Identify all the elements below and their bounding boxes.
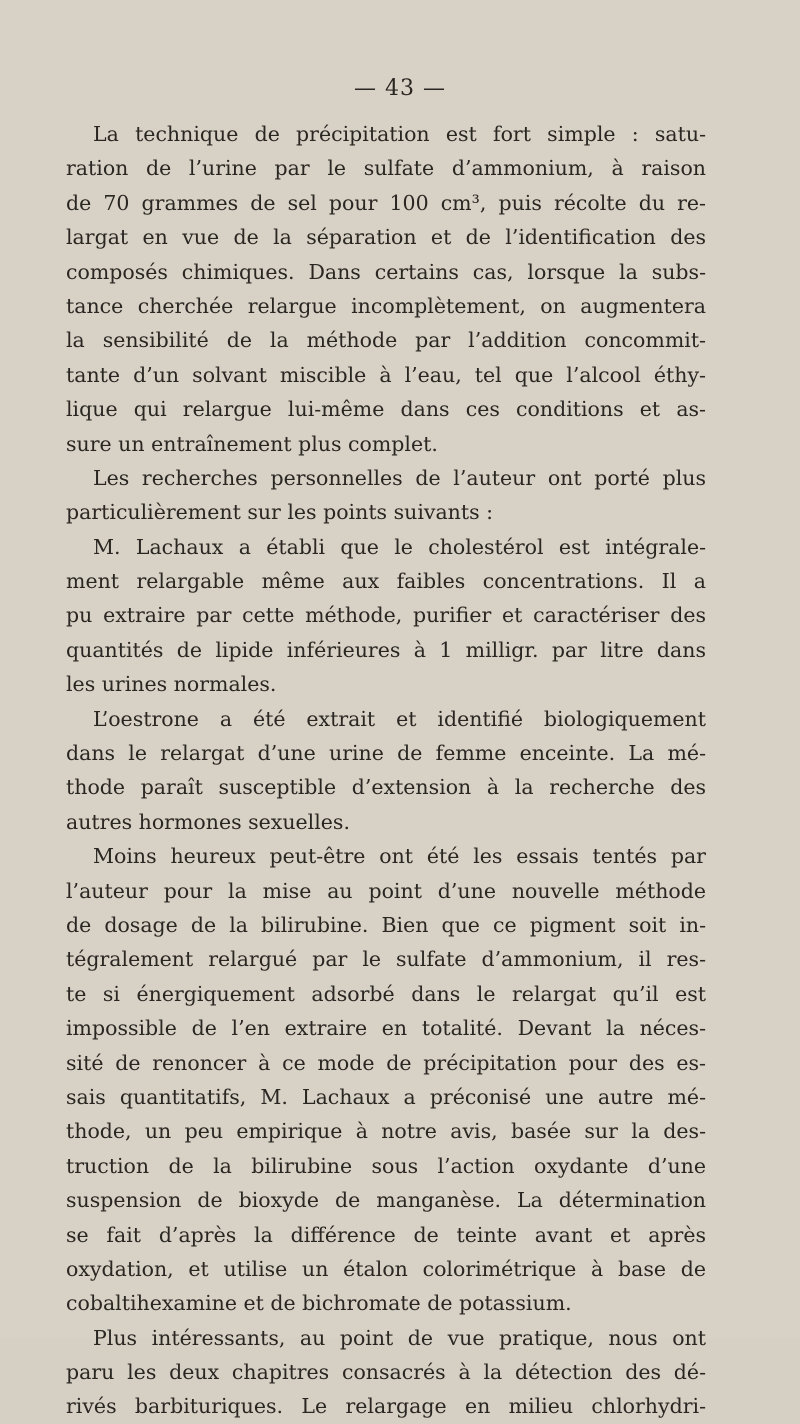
text-line: L’oestrone a été extrait et identifié biologiquement <box>93 706 706 731</box>
text-line: M. Lachaux a établi que le cholestérol est intégrale- <box>93 534 706 559</box>
text-line: Les recherches personnelles de l’auteur ont porté plus <box>93 465 706 490</box>
text-line: autres hormones sexuelles. <box>66 809 350 834</box>
text-line: tance cherchée relargue incomplètement, on augmentera <box>66 293 706 318</box>
text-line: cobaltihexamine et de bichromate de potassium. <box>66 1291 572 1316</box>
text-line: tégralement relargué par le sulfate d’ammonium, il res- <box>66 947 706 972</box>
text-line: quantités de lipide inférieures à 1 milligr. par litre dans <box>66 637 706 662</box>
page-number: — 43 — <box>354 76 446 101</box>
text-line: La technique de précipitation est fort simple : satu- <box>93 122 706 146</box>
text-line: sais quantitatifs, M. Lachaux a préconisé une autre mé- <box>66 1084 706 1109</box>
text-line: particulièrement sur les points suivants : <box>66 500 494 525</box>
text-line: de dosage de la bilirubine. Bien que ce pigment soit in- <box>66 912 706 937</box>
text-line: te si énergiquement adsorbé dans le relargat qu’il est <box>66 981 706 1006</box>
text-line: truction de la bilirubine sous l’action oxydante d’une <box>66 1153 706 1178</box>
text-line: la sensibilité de la méthode par l’addition concommit- <box>66 328 706 353</box>
body-text <box>66 117 706 1424</box>
text-line: de 70 grammes de sel pour 100 cm³, puis récolte du re- <box>66 190 706 215</box>
text-line: sité de renoncer à ce mode de précipitation pour des es- <box>66 1050 706 1075</box>
text-line: paru les deux chapitres consacrés à la détection des dé- <box>66 1360 706 1385</box>
text-line: pu extraire par cette méthode, purifier et caractériser des <box>66 603 706 628</box>
text-line: ration de l’urine par le sulfate d’ammonium, à raison <box>66 156 706 181</box>
text-line: lique qui relargue lui-même dans ces conditions et as- <box>66 397 706 422</box>
text-line: rivés barbituriques. Le relargage en milieu chlorhydri- <box>66 1394 706 1419</box>
text-line: suspension de bioxyde de manganèse. La détermination <box>66 1188 706 1213</box>
text-line: les urines normales. <box>66 672 277 697</box>
text-line: oxydation, et utilise un étalon colorimétrique à base de <box>66 1256 706 1281</box>
text-line: impossible de l’en extraire en totalité. Devant la néces- <box>66 1016 706 1041</box>
text-line: largat en vue de la séparation et de l’identification des <box>66 225 706 250</box>
text-line: dans le relargat d’une urine de femme enceinte. La mé- <box>66 741 706 766</box>
text-line: composés chimiques. Dans certains cas, lorsque la subs- <box>66 259 706 284</box>
text-line: Moins heureux peut-être ont été les essais tentés par <box>93 844 706 869</box>
text-line: tante d’un solvant miscible à l’eau, tel que l’alcool éthy- <box>66 362 706 387</box>
text-line: ment relargable même aux faibles concentrations. Il a <box>66 569 706 594</box>
text-line: thode paraît susceptible d’extension à la recherche des <box>66 775 706 800</box>
text-line: se fait d’après la différence de teinte avant et après <box>66 1222 706 1247</box>
text-line: sure un entraînement plus complet. <box>66 431 438 456</box>
text-line: Plus intéressants, au point de vue pratique, nous ont <box>93 1325 706 1350</box>
text-line: l’auteur pour la mise au point d’une nouvelle méthode <box>66 878 706 903</box>
text-line: thode, un peu empirique à notre avis, basée sur la des- <box>66 1119 706 1144</box>
